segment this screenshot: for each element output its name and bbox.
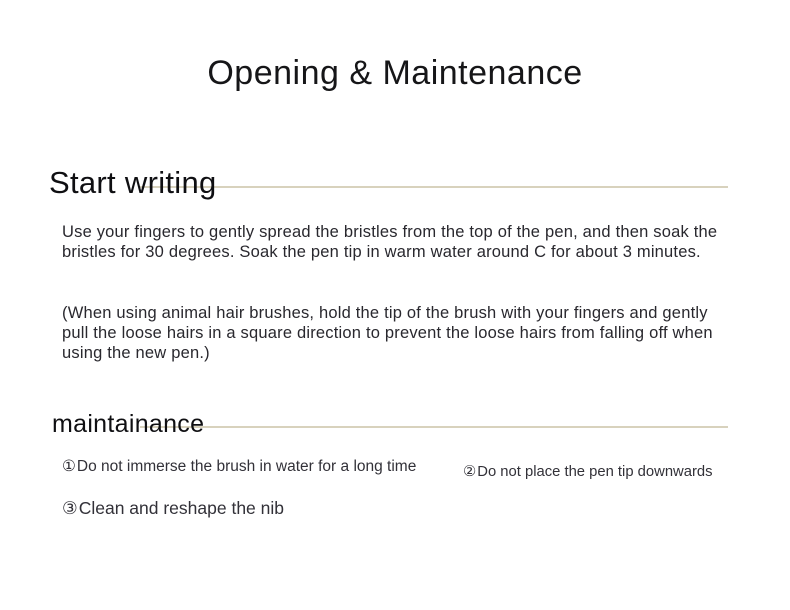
circled-number-3-icon: ③ <box>62 498 78 518</box>
paragraph-soaking-instructions: Use your fingers to gently spread the bristles from the top of the pen, and then soak the bristles for 30 degrees. Soak the pen tip in warm water around C for about 3 minutes. <box>62 223 718 261</box>
section-divider-line <box>140 426 728 428</box>
page-title: Opening & Maintenance <box>207 54 583 92</box>
care-item-no-immerse <box>62 457 426 477</box>
care-item-label: Do not immerse the brush in water for a long time <box>76 458 417 475</box>
circled-number-2-icon: ② <box>463 464 477 480</box>
section-divider-line <box>140 186 728 188</box>
section-heading-maintainance: maintainance <box>52 410 205 438</box>
paragraph-animal-hair-note: (When using animal hair brushes, hold the tip of the brush with your fingers and gently pull the loose hairs in a square direction to prevent the loose hairs from falling off when using the new pen.) <box>62 304 713 362</box>
care-item-clean-reshape <box>62 498 284 519</box>
care-item-no-tip-down <box>463 463 713 480</box>
section-heading-start-writing: Start writing <box>49 165 217 200</box>
circled-number-1-icon: ① <box>62 458 76 475</box>
care-item-label: Clean and reshape the nib <box>78 498 284 518</box>
care-item-label: Do not place the pen tip downwards <box>477 464 713 480</box>
